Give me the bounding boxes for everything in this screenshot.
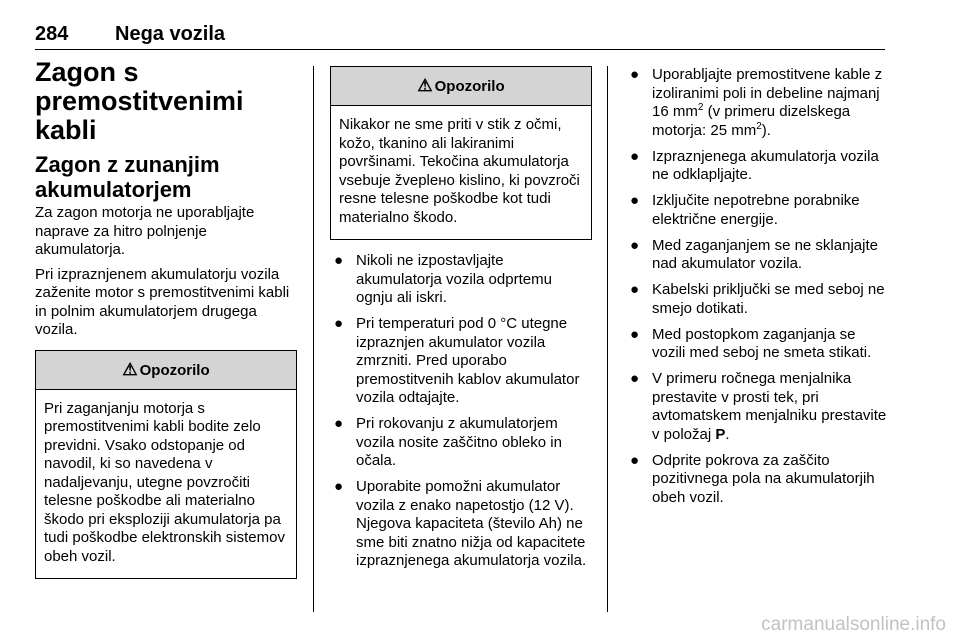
bullet-icon: ● xyxy=(334,415,344,432)
warning-text: Pri zaganjanju motorja s premostitvenimi kabli bodite zelo previdni. Vsako odstopanje od navodil, ki so navedena v nadaljevanju, utegne povzročiti telesne poškodbe ali materialno škodo pri eksploziji akumulatorja pa tudi poškodbe elektronskih sistemov obeh vozil. xyxy=(44,399,285,565)
bullet-icon: ● xyxy=(630,325,640,343)
bullet-icon: ● xyxy=(630,192,640,209)
list-item: ● Pri rokovanju z akumulatorjem vozila nosite zaščitno obleko in očala. xyxy=(334,415,562,469)
list-item: ● Med zaganjanjem se ne sklanjajte nad akumulator vozila. xyxy=(630,236,878,272)
warning-header xyxy=(36,351,296,390)
list-item: ● Med postopkom zaganjanja se vozili med seboj ne smeta stikati. xyxy=(630,325,872,361)
bullet-icon: ● xyxy=(334,478,344,495)
bullet-icon: ● xyxy=(630,370,640,387)
list-item: ● Uporabljajte premostitvene kable z izoliranimi poli in debeline najmanj 16 $mm^2$ (v primeru dizelskega motorja: 25 $mm^2$). xyxy=(630,66,883,139)
paragraph: Za zagon motorja ne uporabljajte naprave za hitro polnjenje akumulatorja. xyxy=(35,204,255,258)
bullet-icon: ● xyxy=(630,281,640,298)
list-item: ● V primeru ročnega menjalnika prestavite v prosti tek, pri avtomatskem menjalniku prestavite v položaj P. xyxy=(630,370,887,443)
bullet-icon: ● xyxy=(334,252,344,269)
chapter-title: Nega vozila xyxy=(115,23,226,45)
warning-title: Opozorilo xyxy=(434,78,505,95)
list-item: ● Kabelski priključki se med seboj ne smejo dotikati. xyxy=(630,281,885,317)
list-item: ● Uporabite pomožni akumulator vozila z enako napetostjo (12 V). Njegova kapaciteta (število Ah) ne sme biti znatno nižja od kapacitete izpraznjenega akumulatorja vozila. xyxy=(334,478,587,569)
warning-box xyxy=(35,350,297,580)
bullet-icon: ● xyxy=(334,315,344,332)
page-number: 284 xyxy=(35,23,69,45)
list-item: ● Izključite nepotrebne porabnike električne energije. xyxy=(630,192,860,228)
bullet-icon: ● xyxy=(630,236,640,254)
list-item: ● Izpraznjenega akumulatorja vozila ne odklapljajte. xyxy=(630,147,879,183)
bullet-icon: ● xyxy=(630,147,640,165)
paragraph: Pri izpraznjenem akumulatorju vozila zaženite motor s premostitvenimi kabli in polnim akumulatorjem drugega vozila. xyxy=(35,265,290,338)
warning-header xyxy=(331,67,591,106)
warning-box xyxy=(330,66,592,240)
list-item: ● Odprite pokrova za zaščito pozitivnega pola na akumulatorjih obeh vozil. xyxy=(630,451,875,506)
column-divider xyxy=(313,66,314,612)
warning-triangle-icon: ⚠ xyxy=(122,359,138,379)
subsection-heading: Zagon z zunanjim akumulatorjem xyxy=(35,152,220,202)
page-header xyxy=(35,21,885,50)
column-1 xyxy=(35,58,297,579)
column-divider xyxy=(607,66,608,612)
warning-title: Opozorilo xyxy=(139,361,210,379)
bullet-icon: ● xyxy=(630,451,640,469)
bullet-list xyxy=(626,66,888,507)
section-heading: Zagon s premostitvenimi kabli xyxy=(35,57,244,145)
warning-triangle-icon: ⚠ xyxy=(417,76,433,95)
list-item: ● Pri temperaturi pod 0 °C utegne izpraznjen akumulator vozila zmrzniti. Pred uporabo premostitvenih kablov akumulator vozila odtajajte. xyxy=(334,315,580,406)
watermark[interactable]: carmanualsonline.info xyxy=(761,614,946,635)
column-3 xyxy=(626,66,888,515)
bullet-list xyxy=(330,252,592,571)
bullet-icon: ● xyxy=(630,66,640,83)
column-2 xyxy=(330,66,592,578)
list-item: ● Nikoli ne izpostavljajte akumulatorja vozila odprtemu ognju ali iskri. xyxy=(334,252,552,306)
warning-text: Nikakor ne sme priti v stik z očmi, kožo, tkanino ali lakiranimi površinami. Tekočina akumulatorja vsebuje žveplено kislino, ki povzroči resne telesne poškodbe kot tudi materialno škodo. xyxy=(339,116,580,226)
